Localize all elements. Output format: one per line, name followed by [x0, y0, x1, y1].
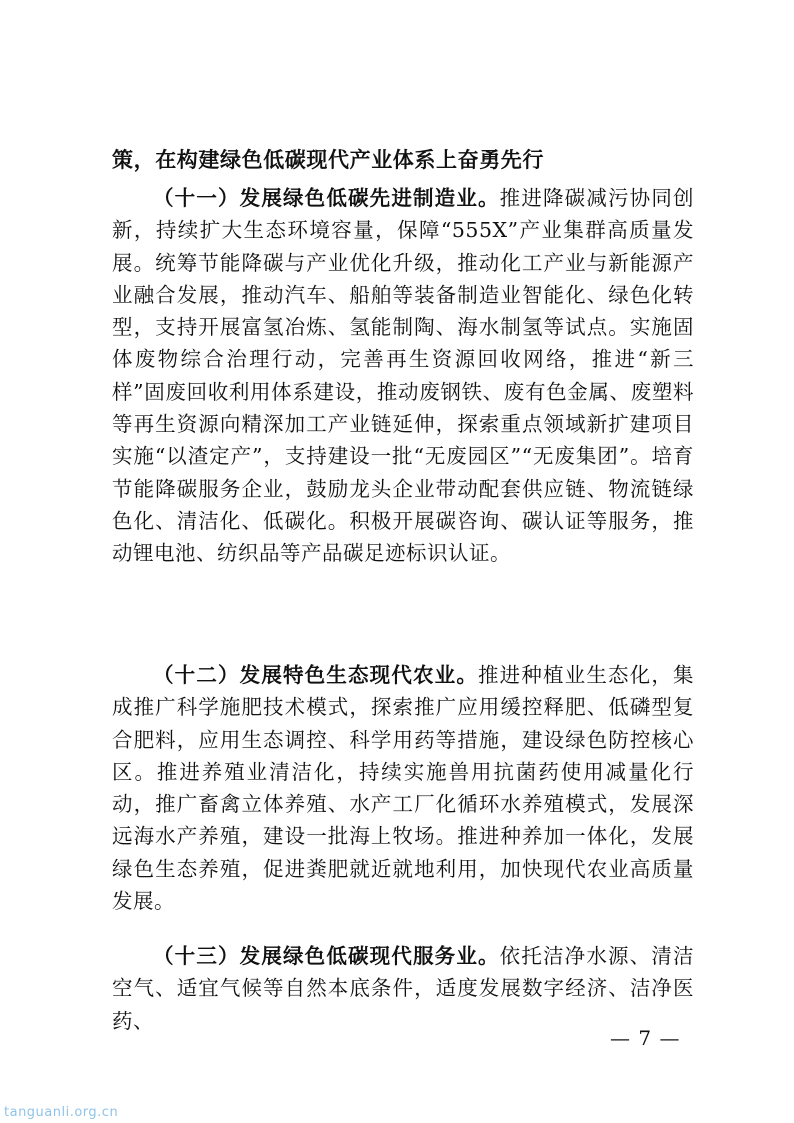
paragraph-11: [112, 182, 694, 570]
paragraph-13-lead: （十三）发展绿色低碳现代服务业。: [153, 944, 500, 968]
section-heading: 策，在构建绿色低碳现代产业体系上奋勇先行: [112, 148, 544, 172]
paragraph-12-lead: （十二）发展特色生态现代农业。: [153, 663, 478, 687]
page-number: — 7 —: [610, 1026, 681, 1050]
paragraph-11-body: 推进降碳减污协同创新，持续扩大生态环境容量，保障“555X”产业集群高质量发展。统筹节能降碳与产业优化升级，推动化工产业与新能源产业融合发展，推动汽车、船舶等装备制造业智能化、绿色化转型，支持开展富氢冶炼、氢能制陶、海水制氢等试点。实施固体废物综合治理行动，完善再生资源回收网络，推进“新三样”固废回收利用体系建设，推动废钢铁、废有色金属、废塑料等再生资源向精深加工产业链延伸，探索重点领域新扩建项目实施“以渣定产”，支持建设一批“无废园区”“无废集团”。培育节能降碳服务企业，鼓励龙头企业带动配套供应链、物流链绿色化、清洁化、低碳化。积极开展碳咨询、碳认证等服务，推动锂电池、纺织品等产品碳足迹标识认证。: [112, 186, 695, 566]
paragraph-12: [112, 659, 694, 917]
watermark: tanguanli.org.cn: [4, 1105, 119, 1120]
paragraph-13: [112, 940, 694, 1037]
paragraph-12-body: 推进种植业生态化，集成推广科学施肥技术模式，探索推广应用缓控释肥、低磷型复合肥料，应用生态调控、科学用药等措施，建设绿色防控核心区。推进养殖业清洁化，持续实施兽用抗菌药使用减量化行动，推广畜禽立体养殖、水产工厂化循环水养殖模式，发展深远海水产养殖，建设一批海上牧场。推进种养加一体化，发展绿色生态养殖，促进粪肥就近就地利用，加快现代农业高质量发展。: [112, 663, 694, 914]
paragraph-13-body: 依托洁净水源、清洁空气、适宜气候等自然本底条件，适度发展数字经济、洁净医药、: [112, 944, 695, 1033]
paragraph-11-lead: （十一）发展绿色低碳先进制造业。: [153, 186, 500, 210]
